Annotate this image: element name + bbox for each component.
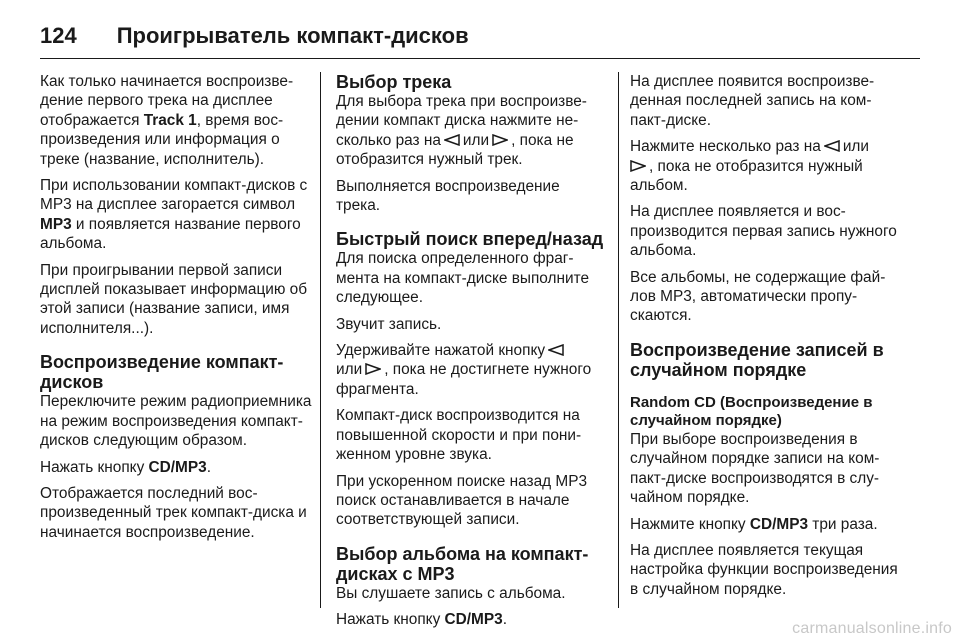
paragraph: Нажмите несколько раз на или , пока не отобразится нужный альбом. [630,138,870,195]
paragraph: Как только начинается воспроизведение первого трека на дисплее отображается Track 1, время воспроизведения или информация о треке (название, исполнитель). [40,73,294,168]
paragraph: Для поиска определенного фрагмента на компакт-диске выполните следующее. [336,250,590,307]
paragraph: Выполняется воспроизведение трека. [336,177,560,215]
subheading-random-cd: Random CD (Воспроизведение в случайном порядке) [630,393,873,429]
column-3 [630,72,902,606]
triangle-left-icon [548,344,564,356]
paragraph: Нажать кнопку CD/MP3. [336,611,507,629]
header-rule [40,58,920,59]
page-title: Проигрыватель компакт-дисков [116,23,469,48]
paragraph: Нажмите кнопку CD/MP3 три раза. [630,515,878,533]
column-divider [618,72,619,608]
section-heading-random: Воспроизведение записей в случайном порядке [630,339,884,380]
paragraph: Переключите режим радиоприемника на режим воспроизведения компакт-дисков следующим образом. [40,393,312,450]
display-text-track: Track 1 [143,111,197,129]
paragraph: При использовании компакт-дисков с MP3 на дисплее загорается символ MP3 и появляется название первого альбома. [40,177,308,253]
section-heading-track-select: Выбор трека [336,72,452,92]
triangle-right-icon [492,134,508,146]
column-1 [40,72,315,549]
section-heading-playback: Воспроизведение компакт-дисков [40,352,284,393]
paragraph: При выборе воспроизведения в случайном порядке записи на компакт-диске воспроизводятся в случайном порядке. [630,430,880,507]
triangle-left-icon [444,134,460,146]
paragraph: При проигрывании первой записи дисплей показывает информацию об этой записи (название записи, имя исполнителя...). [40,261,308,337]
paragraph: При ускоренном поиске назад MP3 поиск останавливается в начале соответствующей записи. [336,472,588,529]
section-heading-fast-seek: Быстрый поиск вперед/назад [336,229,604,250]
button-name-cd-mp3: CD/MP3 [444,611,503,629]
paragraph: Отображается последний воспроизведенный трек компакт-диска и начинается воспроизведение. [40,484,307,541]
paragraph: Для выбора трека при воспроизведении компакт диска нажмите несколько раз на или , пока не отобразится нужный трек. [336,93,587,169]
triangle-right-icon [365,363,381,375]
paragraph: Компакт-диск воспроизводится на повышенной скорости и при пониженном уровне звука. [336,407,582,464]
paragraph: Звучит запись. [336,315,442,333]
button-name-cd-mp3: CD/MP3 [148,458,207,476]
column-2 [336,72,608,637]
paragraph: Удерживайте нажатой кнопку или , пока не достигнете нужного фрагмента. [336,342,592,398]
paragraph: На дисплее появляется текущая настройка функции воспроизведения в случайном порядке. [630,541,898,598]
column-divider [320,72,321,608]
button-name-cd-mp3: CD/MP3 [749,515,809,533]
section-heading-album-select: Выбор альбома на компакт-дисках с MP3 [336,543,589,584]
paragraph: Вы слушаете запись с альбома. [336,584,566,602]
triangle-right-icon [630,160,646,172]
paragraph: Все альбомы, не содержащие файлов MP3, автоматически пропускаются. [630,268,886,325]
paragraph: На дисплее появится воспроизведенная последней запись на компакт-диске. [630,73,875,129]
page-header [40,16,469,56]
watermark: carmanualsonline.info [792,620,952,637]
display-symbol-mp3: MP3 [40,215,72,233]
paragraph: Нажать кнопку CD/MP3. [40,458,211,476]
paragraph: На дисплее появляется и воспроизводится первая запись нужного альбома. [630,203,897,260]
triangle-left-icon [824,140,840,152]
page-number: 124 [40,23,77,48]
